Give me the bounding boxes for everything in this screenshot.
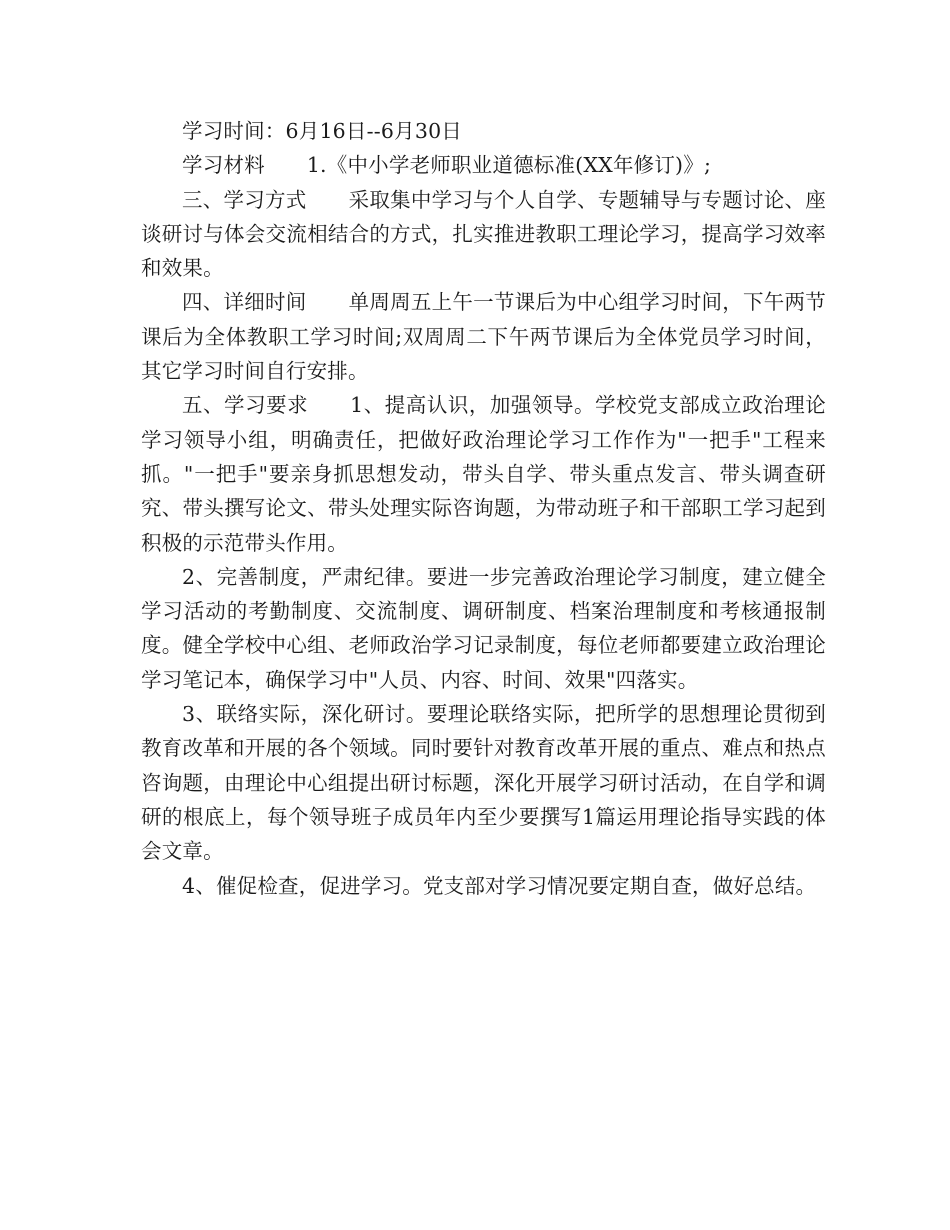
paragraph-requirement-2 <box>141 560 826 697</box>
paragraph-text: 1、提高认识，加强领导。学校党支部成立政治理论学习领导小组，明确责任，把做好政治理论学习工作作为"一把手"工程来抓。"一把手"要亲身抓思想发动，带头自学、带头重点发言、带头调查研究、带头撰写论文、带头处理实际咨询题，为带动班子和干部职工学习起到积极的示范带头作用。 <box>141 393 826 555</box>
paragraph-study-method <box>141 183 826 286</box>
paragraph-label: 四、详细时间 <box>182 290 307 315</box>
paragraph-study-material <box>141 148 826 182</box>
paragraph-label: 三、学习方式 <box>182 187 307 212</box>
paragraph-requirement-3 <box>141 697 826 868</box>
paragraph-study-requirements <box>141 388 826 559</box>
paragraph-text: 3、联络实际，深化研讨。要理论联络实际，把所学的思想理论贯彻到教育改革和开展的各个领域。同时要针对教育改革开展的重点、难点和热点咨询题，由理论中心组提出研讨标题，深化开展学习研讨活动，在自学和调研的根底上，每个领导班子成员年内至少要撰写1篇运用理论指导实践的体会文章。 <box>141 702 826 864</box>
paragraph-text: 采取集中学习与个人自学、专题辅导与专题讨论、座谈研讨与体会交流相结合的方式，扎实推进教职工理论学习，提高学习效率和效果。 <box>141 187 826 281</box>
document-body <box>141 114 826 903</box>
paragraph-requirement-4 <box>141 869 826 903</box>
paragraph-text: 1.《中小学老师职业道德标准(XX年修订)》; <box>306 153 712 178</box>
paragraph-label: 五、学习要求 <box>182 393 309 418</box>
paragraph-text: 4、催促检查，促进学习。党支部对学习情况要定期自查，做好总结。 <box>182 873 817 898</box>
paragraph-text: 学习时间：6月16日--6月30日 <box>182 119 463 143</box>
paragraph-study-time <box>141 114 826 148</box>
paragraph-detailed-time <box>141 285 826 388</box>
paragraph-text: 2、完善制度，严肃纪律。要进一步完善政治理论学习制度，建立健全学习活动的考勤制度、交流制度、调研制度、档案治理制度和考核通报制度。健全学校中心组、老师政治学习记录制度，每位老师都要建立政治理论学习笔记本，确保学习中"人员、内容、时间、效果"四落实。 <box>141 564 826 692</box>
paragraph-label: 学习材料 <box>182 153 265 178</box>
paragraph-text: 单周周五上午一节课后为中心组学习时间，下午两节课后为全体教职工学习时间;双周周二下午两节课后为全体党员学习时间，其它学习时间自行安排。 <box>141 290 826 384</box>
